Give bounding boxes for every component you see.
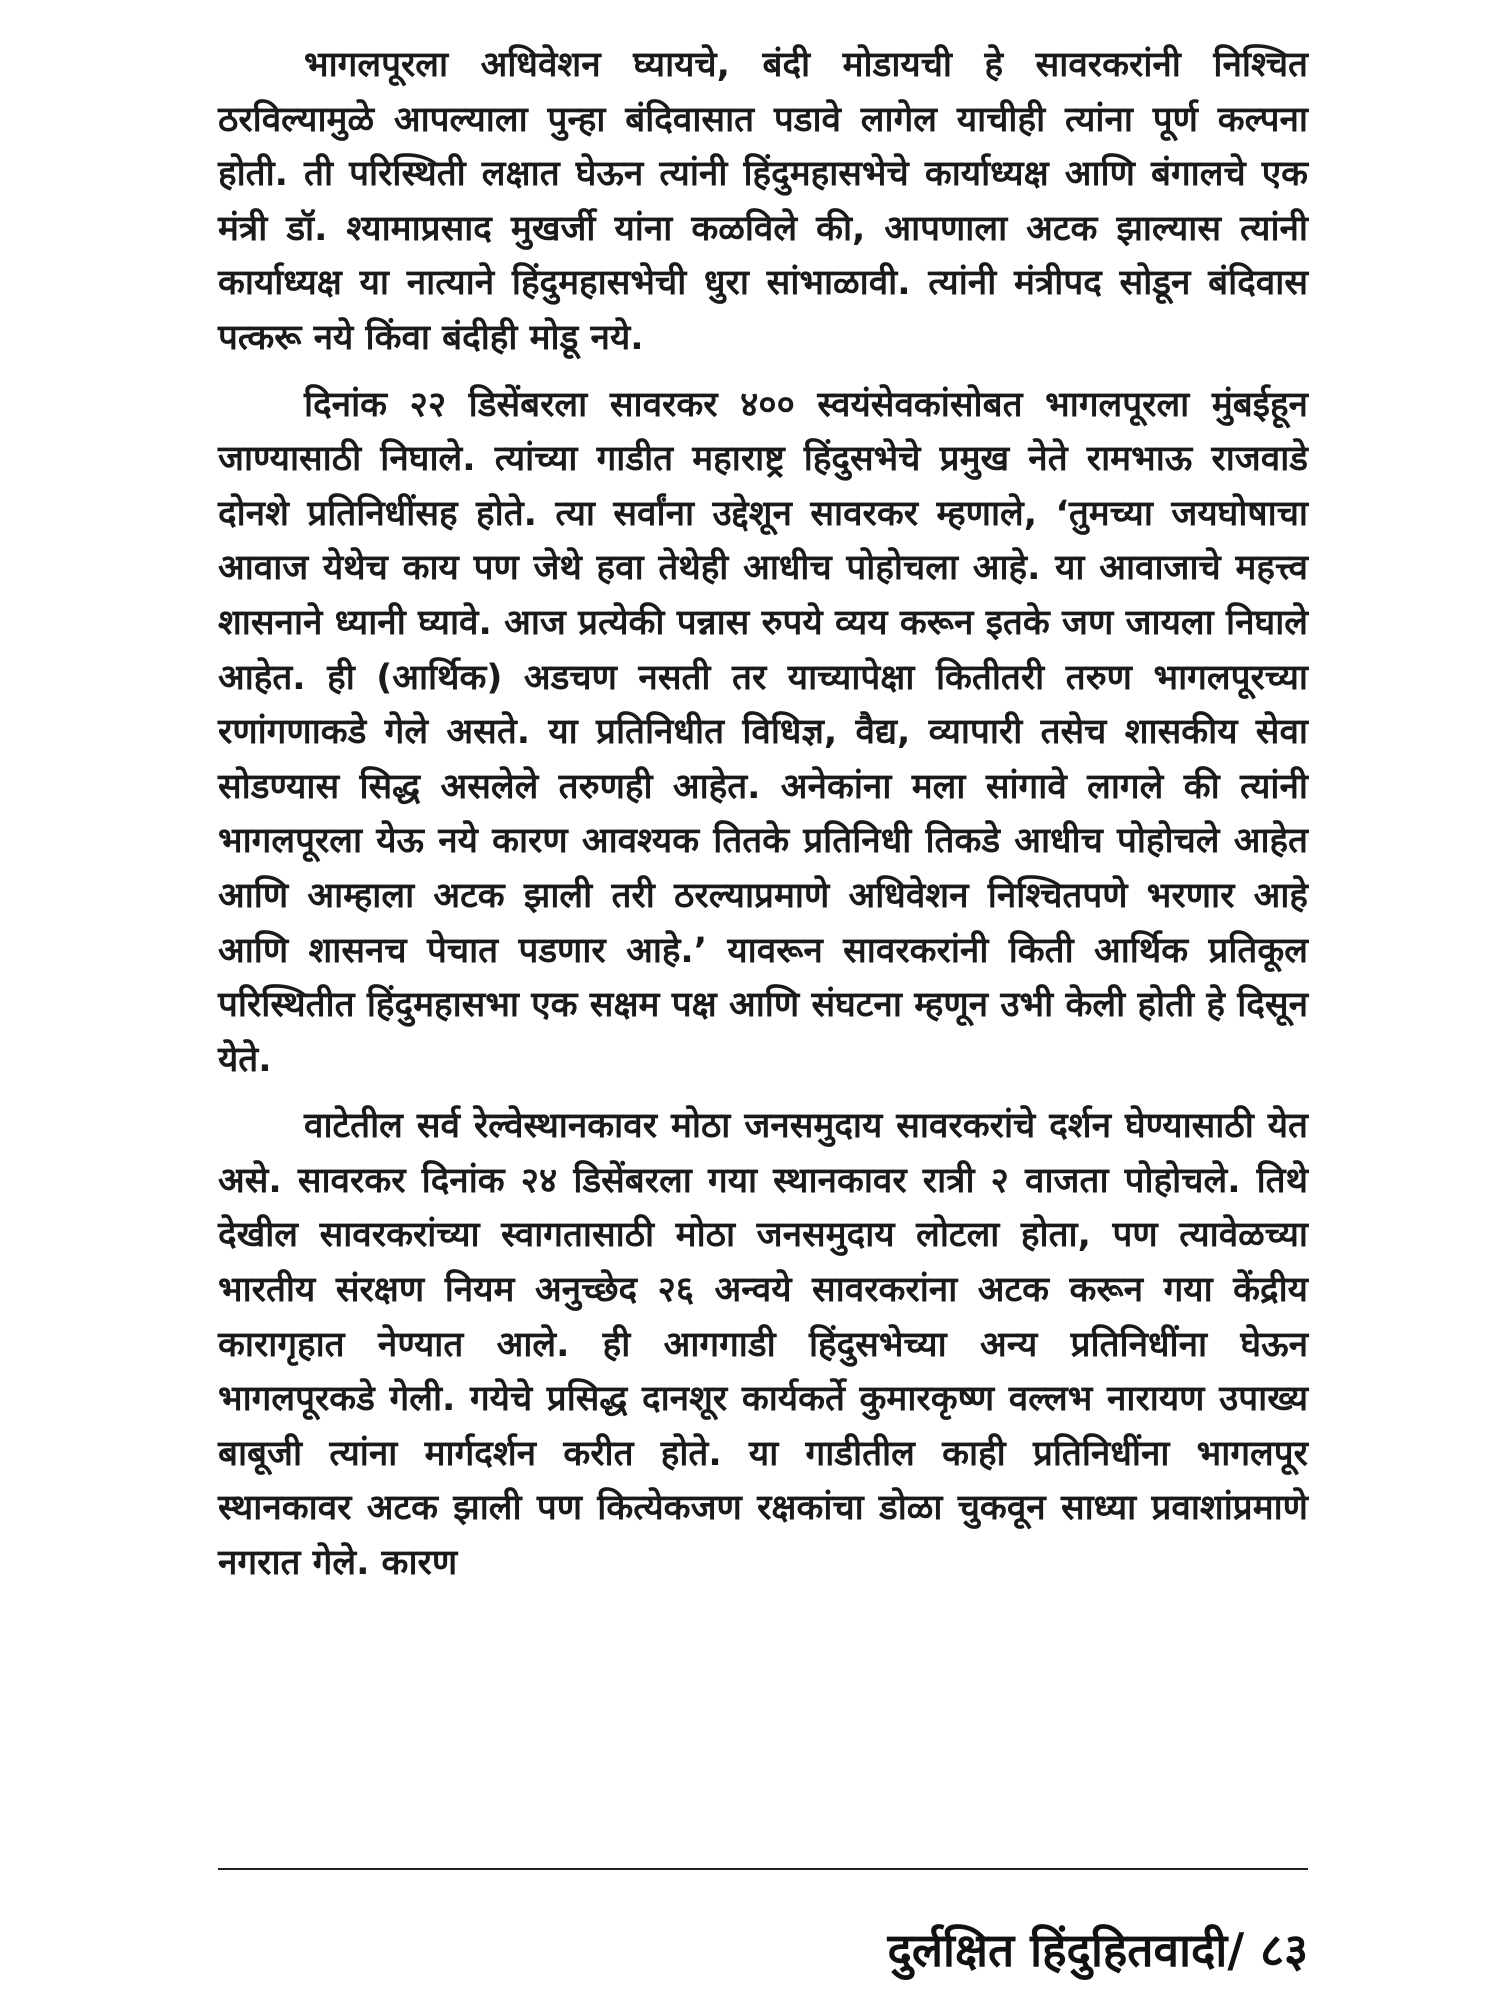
paragraph-1: भागलपूरला अधिवेशन घ्यायचे, बंदी मोडायची हे सावरकरांनी निश्चित ठरविल्यामुळे आपल्याला पुन्हा बंदिवासात पडावे लागेल याचीही त्यांना पूर्ण कल्पना होती. ती परिस्थिती लक्षात घेऊन त्यांनी हिंदुमहासभेचे कार्याध्यक्ष आणि बंगालचे एक मंत्री डॉ. श्यामाप्रसाद मुखर्जी यांना कळविले की, आपणाला अटक झाल्यास त्यांनी कार्याध्यक्ष या नात्याने हिंदुमहासभेची धुरा सांभाळावी. त्यांनी मंत्रीपद सोडून बंदिवास पत्करू नये किंवा बंदीही मोडू नये. xyxy=(218,45,1308,358)
body-text xyxy=(218,38,1308,1591)
footer-rule xyxy=(218,1868,1308,1870)
running-footer: दुर्लक्षित हिंदुहितवादी/ ८३ xyxy=(887,1923,1308,1977)
paragraph-2: दिनांक २२ डिसेंबरला सावरकर ४०० स्वयंसेवकांसोबत भागलपूरला मुंबईहून जाण्यासाठी निघाले. त्यांच्या गाडीत महाराष्ट्र हिंदुसभेचे प्रमुख नेते रामभाऊ राजवाडे दोनशे प्रतिनिधींसह होते. त्या सर्वांना उद्देशून सावरकर म्हणाले, ‘तुमच्या जयघोषाचा आवाज येथेच काय पण जेथे हवा तेथेही आधीच पोहोचला आहे. या आवाजाचे महत्त्व शासनाने ध्यानी घ्यावे. आज प्रत्येकी पन्नास रुपये व्यय करून इतके जण जायला निघाले आहेत. ही (आर्थिक) अडचण नसती तर याच्यापेक्षा कितीतरी तरुण भागलपूरच्या रणांगणाकडे गेले असते. या प्रतिनिधीत विधिज्ञ, वैद्य, व्यापारी तसेच शासकीय सेवा सोडण्यास सिद्ध असलेले तरुणही आहेत. अनेकांना मला सांगावे लागले की त्यांनी भागलपूरला येऊ नये कारण आवश्यक तितके प्रतिनिधी तिकडे आधीच पोहोचले आहेत आणि आम्हाला अटक झाली तरी ठरल्याप्रमाणे अधिवेशन निश्चितपणे भरणार आहे आणि शासनच पेचात पडणार आहे.’ यावरून सावरकरांनी किती आर्थिक प्रतिकूल परिस्थितीत हिंदुमहासभा एक सक्षम पक्ष आणि संघटना म्हणून उभी केली होती हे दिसून येते. xyxy=(218,384,1308,1080)
paragraph-3: वाटेतील सर्व रेल्वेस्थानकावर मोठा जनसमुदाय सावरकरांचे दर्शन घेण्यासाठी येत असे. सावरकर दिनांक २४ डिसेंबरला गया स्थानकावर रात्री २ वाजता पोहोचले. तिथे देखील सावरकरांच्या स्वागतासाठी मोठा जनसमुदाय लोटला होता, पण त्यावेळच्या भारतीय संरक्षण नियम अनुच्छेद २६ अन्वये सावरकरांना अटक करून गया केंद्रीय कारागृहात नेण्यात आले. ही आगगाडी हिंदुसभेच्या अन्य प्रतिनिधींना घेऊन भागलपूरकडे गेली. गयेचे प्रसिद्ध दानशूर कार्यकर्ते कुमारकृष्ण वल्लभ नारायण उपाख्य बाबूजी त्यांना मार्गदर्शन करीत होते. या गाडीतील काही प्रतिनिधींना भागलपूर स्थानकावर अटक झाली पण कित्येकजण रक्षकांचा डोळा चुकवून साध्या प्रवाशांप्रमाणे नगरात गेले. कारण xyxy=(218,1106,1308,1584)
